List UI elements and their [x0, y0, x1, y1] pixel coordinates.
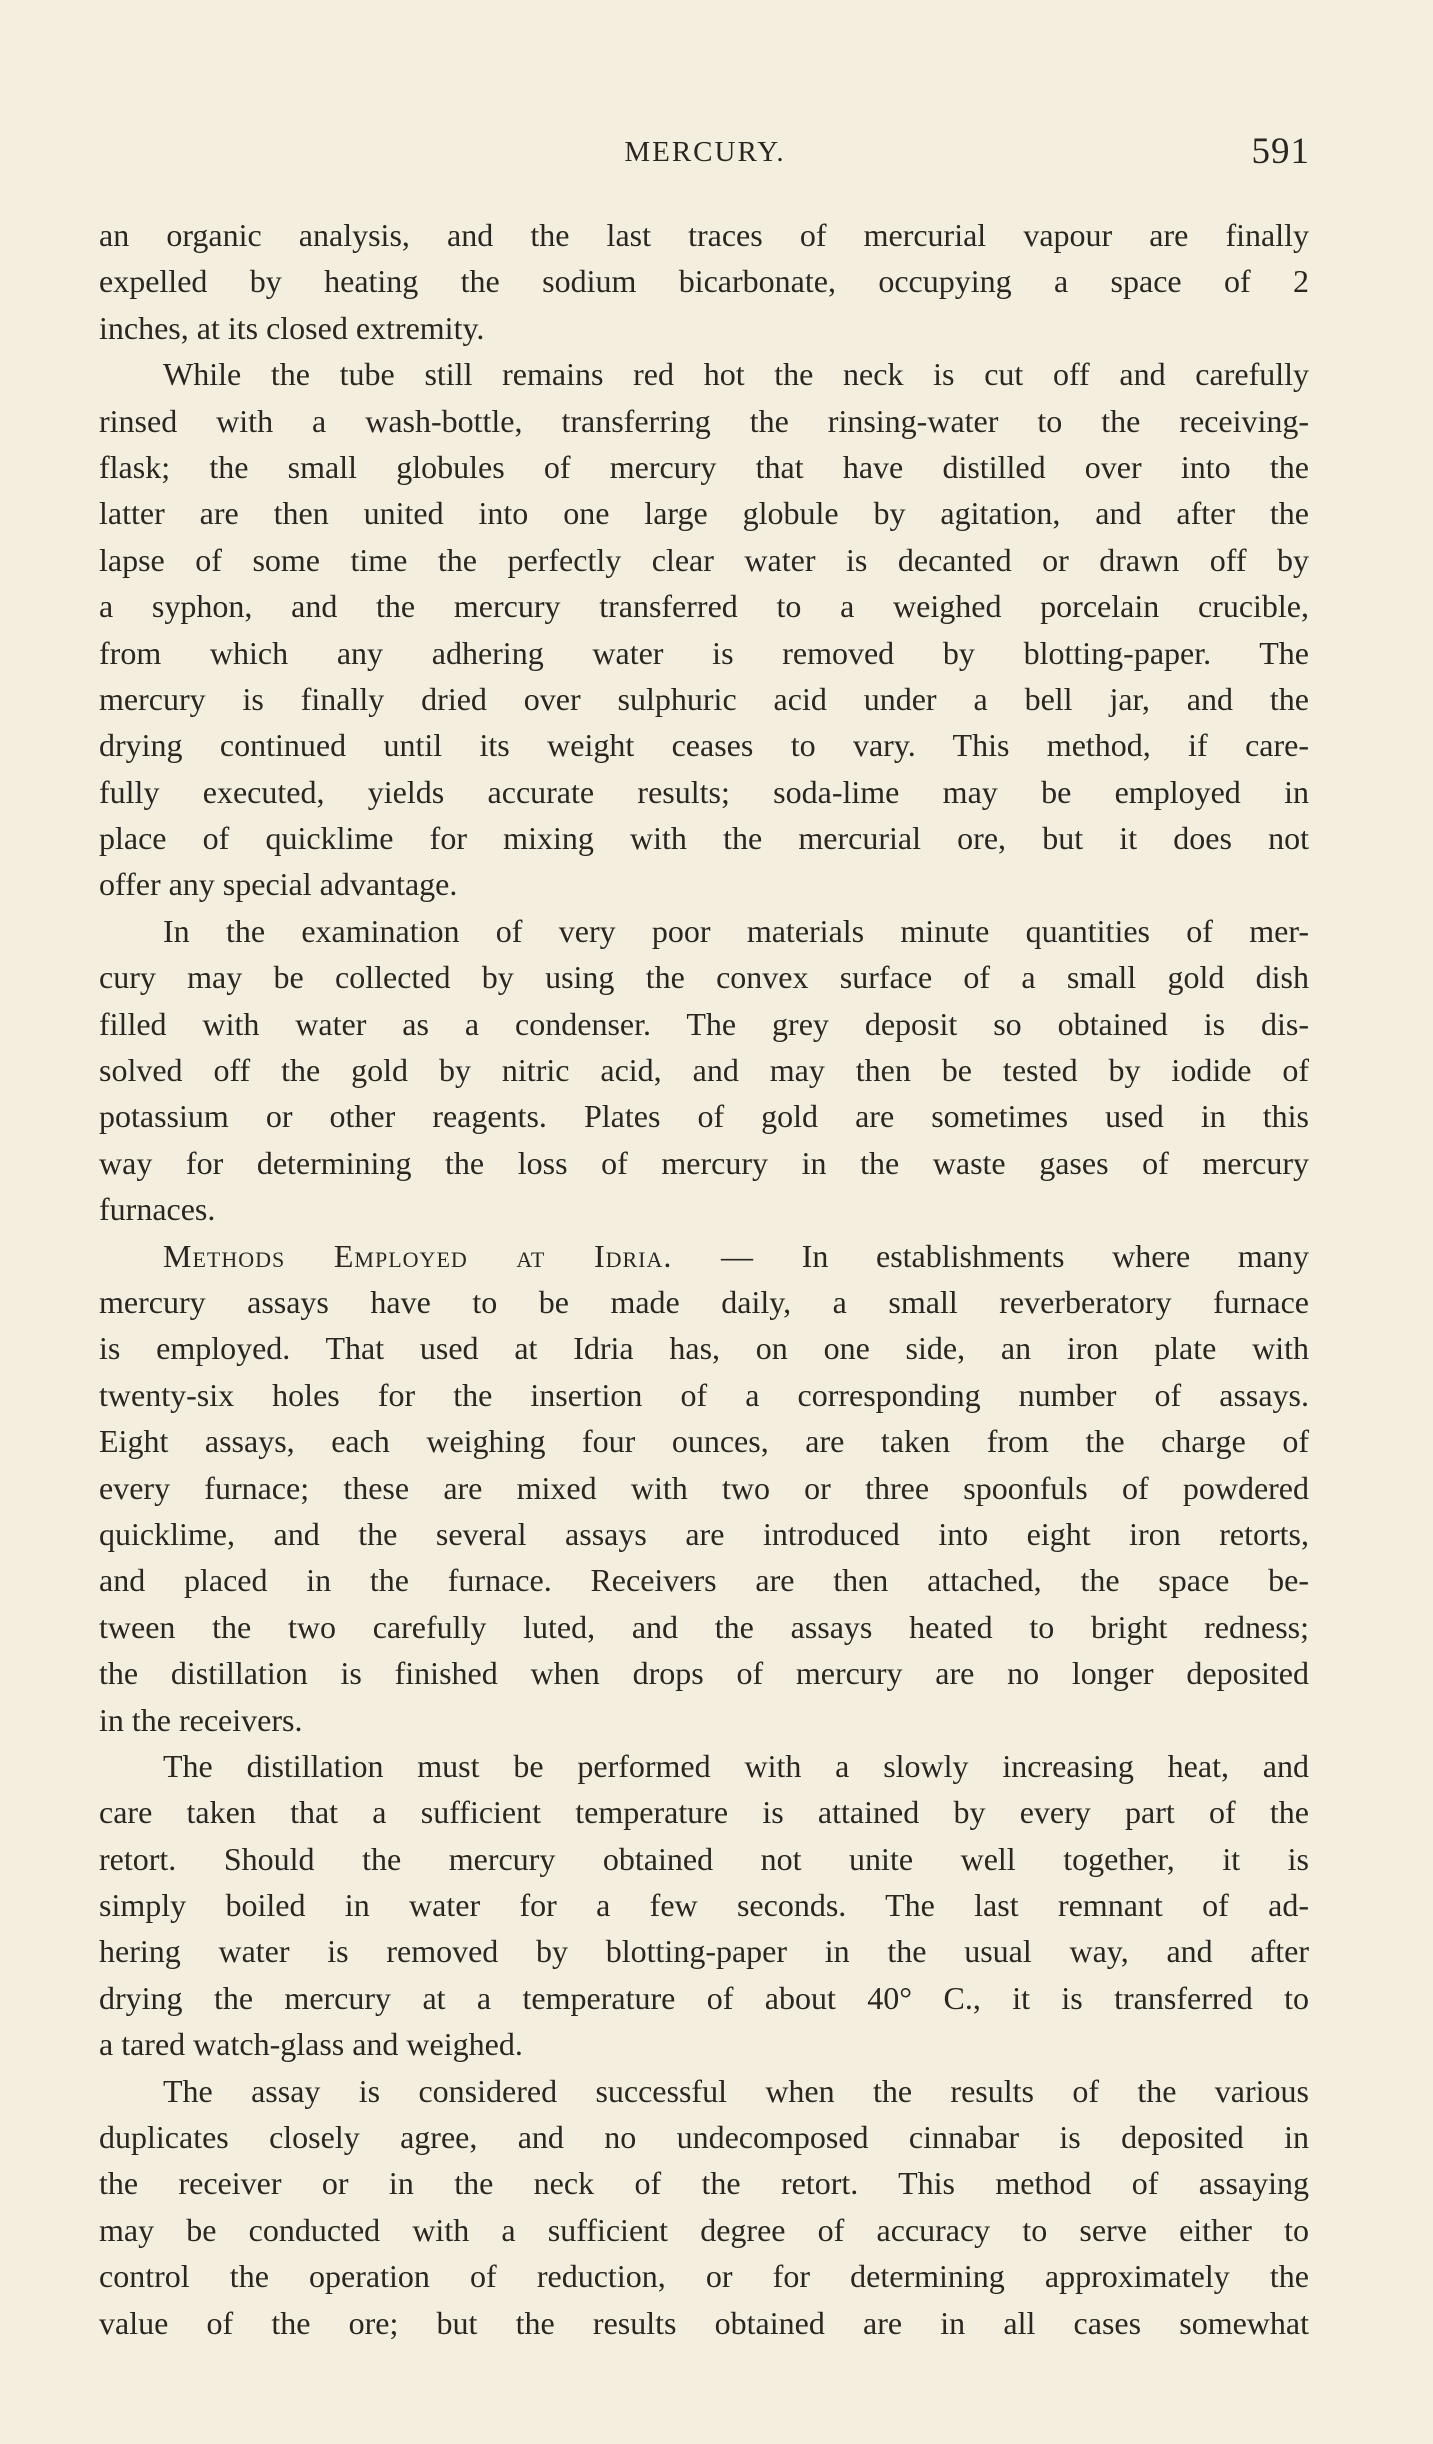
text-line: The distillation must be performed with a slowly increasing heat, and	[163, 1747, 1309, 1784]
text-line: solved off the gold by nitric acid, and may then be tested by iodide of	[99, 1052, 1309, 1089]
text-line: is employed. That used at Idria has, on one side, an iron plate with	[99, 1330, 1309, 1367]
text-line: offer any special advantage.	[99, 866, 458, 903]
text-line: may be conducted with a sufficient degree of accuracy to serve either to	[99, 2211, 1309, 2248]
text-line: furnaces.	[99, 1191, 216, 1228]
text-line: a tared watch-glass and weighed.	[99, 2026, 523, 2063]
text-line: in the receivers.	[99, 1701, 303, 1738]
running-head	[100, 131, 1310, 180]
text-line: potassium or other reagents. Plates of gold are sometimes used in this	[99, 1098, 1309, 1135]
text-line: rinsed with a wash-bottle, transferring the rinsing-water to the receiving-	[99, 402, 1309, 439]
text-line: an organic analysis, and the last traces of mercurial vapour are finally	[99, 217, 1309, 253]
text-line-with-heading	[99, 1233, 1309, 1279]
text-line: control the operation of reduction, or for determining approximately the	[99, 2258, 1309, 2295]
text-line: expelled by heating the sodium bicarbonate, occupying a space of 2	[99, 263, 1309, 300]
text-line: and placed in the furnace. Receivers are then attached, the space be-	[99, 1562, 1309, 1599]
text-line: quicklime, and the several assays are introduced into eight iron retorts,	[99, 1515, 1309, 1552]
text-line: retort. Should the mercury obtained not unite well together, it is	[99, 1840, 1309, 1877]
text-line: fully executed, yields accurate results; soda-lime may be employed in	[99, 773, 1309, 810]
page-title: MERCURY.	[624, 136, 786, 168]
text-line: inches, at its closed extremity.	[99, 309, 485, 346]
text-line: lapse of some time the perfectly clear water is decanted or drawn off by	[99, 541, 1309, 578]
text-line: twenty-six holes for the insertion of a corresponding number of assays.	[99, 1376, 1309, 1413]
text-line: tween the two carefully luted, and the assays heated to bright redness;	[99, 1608, 1309, 1645]
text-line: hering water is removed by blotting-paper in the usual way, and after	[99, 1933, 1309, 1970]
text-line: care taken that a sufficient temperature is attained by every part of the	[99, 1794, 1309, 1831]
text-line: drying continued until its weight ceases to vary. This method, if care-	[99, 727, 1309, 764]
text-line: way for determining the loss of mercury in the waste gases of mercury	[99, 1144, 1309, 1181]
text-line: every furnace; these are mixed with two or three spoonfuls of powdered	[99, 1469, 1309, 1506]
text-line: from which any adhering water is removed by blotting-paper. The	[99, 634, 1309, 671]
text-line: flask; the small globules of mercury that have distilled over into the	[99, 448, 1309, 485]
page-number: 591	[1251, 131, 1310, 172]
text-line: While the tube still remains red hot the neck is cut off and carefully	[163, 356, 1309, 393]
text-line: mercury is finally dried over sulphuric acid under a bell jar, and the	[99, 680, 1309, 717]
text-line: place of quicklime for mixing with the mercurial ore, but it does not	[99, 820, 1309, 857]
section-heading: Methods Employed at Idria. —	[163, 1237, 755, 1274]
text-line: simply boiled in water for a few seconds. The last remnant of ad-	[99, 1887, 1309, 1924]
text-line: drying the mercury at a temperature of about 40° C., it is transferred to	[99, 1979, 1309, 2016]
text-line: latter are then united into one large globule by agitation, and after the	[99, 495, 1309, 532]
text-line: the receiver or in the neck of the retort. This method of assaying	[99, 2165, 1309, 2202]
text-line: The assay is considered successful when the results of the various	[163, 2072, 1309, 2109]
text-line: mercury assays have to be made daily, a small reverberatory furnace	[99, 1283, 1309, 1320]
text-line: cury may be collected by using the convex surface of a small gold dish	[99, 959, 1309, 996]
text-run: In establishments where many	[801, 1237, 1310, 1274]
text-line: filled with water as a condenser. The grey deposit so obtained is dis-	[99, 1005, 1309, 1042]
body-text	[99, 212, 1309, 2346]
text-line: a syphon, and the mercury transferred to a weighed porcelain crucible,	[99, 588, 1309, 625]
text-line: In the examination of very poor materials minute quantities of mer-	[163, 912, 1309, 949]
text-line: the distillation is finished when drops of mercury are no longer deposited	[99, 1655, 1309, 1692]
text-line: value of the ore; but the results obtained are in all cases somewhat	[99, 2304, 1309, 2341]
text-line: Eight assays, each weighing four ounces, are taken from the charge of	[99, 1423, 1309, 1460]
text-line: duplicates closely agree, and no undecomposed cinnabar is deposited in	[99, 2119, 1309, 2156]
